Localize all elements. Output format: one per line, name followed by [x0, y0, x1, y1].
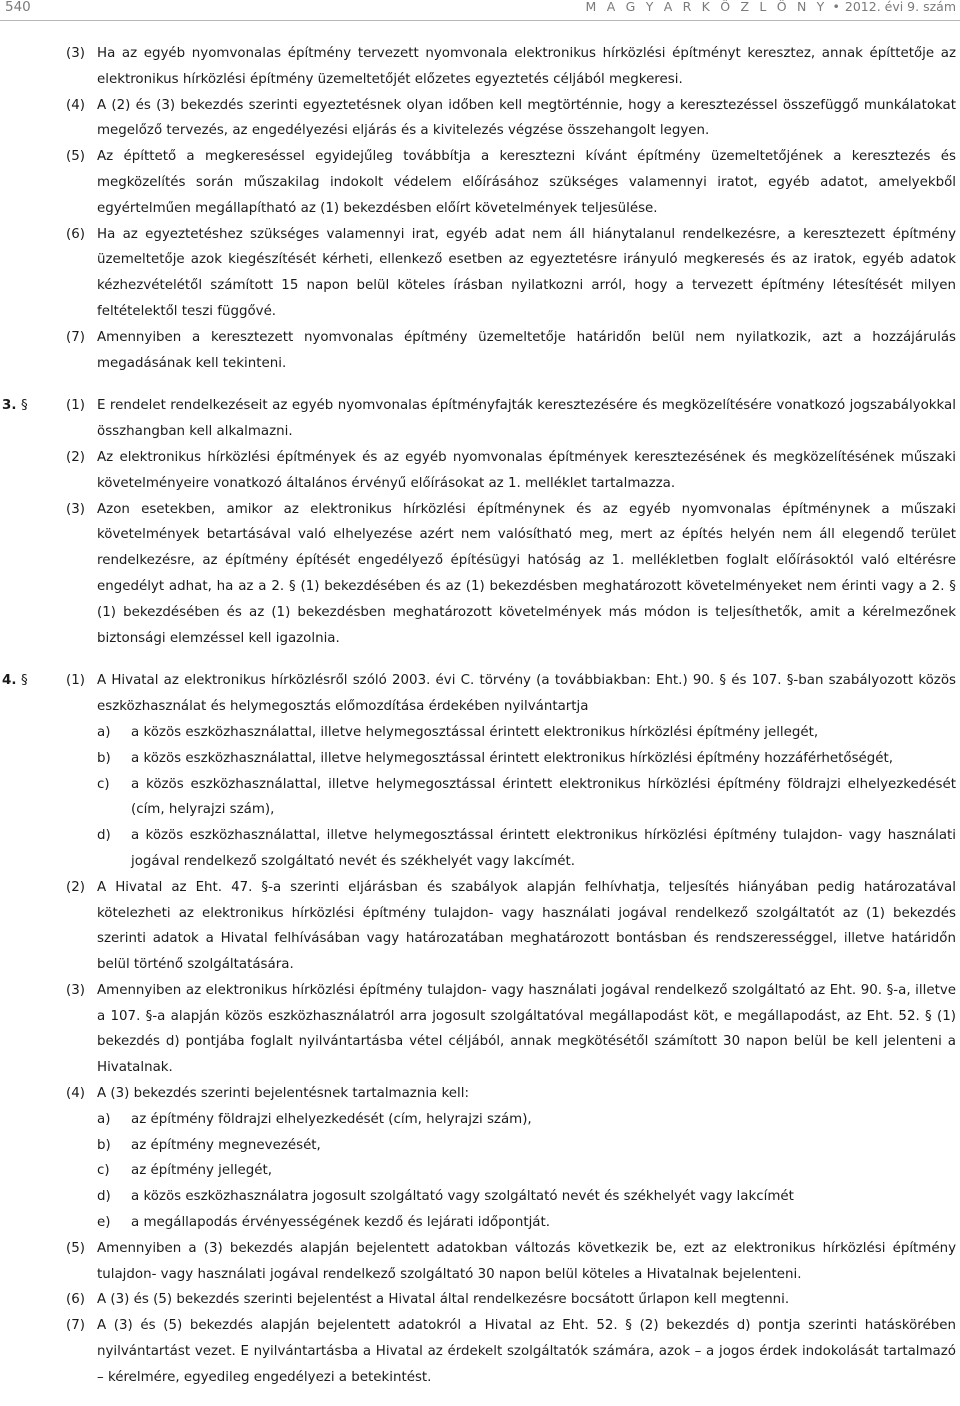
item-letter: b): [97, 1137, 111, 1153]
paragraph: [0, 222, 960, 325]
paragraph: [0, 93, 960, 145]
paragraph-text: Azon esetekben, amikor az elektronikus hírközlési építménynek és az egyéb nyomvonalas építménynek a műszaki követelmények betartásával való elhelyezése azért nem valósítható meg, mert az építés helyén nem áll elegendő terület rendelkezésre, az építmény építését engedélyező építésügyi hatóság az 1. mellékletben foglalt előírásoktól való eltérésre engedélyt adhat, ha az a 2. § (1) bekezdésében és az (1) bekezdésben meghatározott követelményeket nem érinti vagy a 2. § (1) bekezdésében és az (1) bekezdésben meghatározott követelmények más módon is teljesíthetők, amit a kérelmezőnek biztonsági elemzéssel kell igazolnia.: [97, 501, 956, 646]
item-letter: b): [97, 750, 111, 766]
paragraph-number: (7): [66, 329, 85, 345]
paragraph-text: A Hivatal az Eht. 47. §-a szerinti eljárásban és szabályok alapján felhívhatja, teljesítés hiányában pedig határozatával kötelezheti az elektronikus hírközlési építmény tulajdon- vagy használati jogával rendelkező szolgáltatót az (1) bekezdés szerinti adatok a Hivatal felhívásában vagy határozatában meghatározott bontásban és rendszerességgel, illetve határidőn belül történő szolgáltatására.: [97, 879, 956, 973]
paragraph-text: Amennyiben az elektronikus hírközlési építmény tulajdon- vagy használati jogával rendelkező szolgáltató az Eht. 90. §-a, illetve a 107. §-a alapján közös eszközhasználatról arra jogosult szolgáltatóval megállapodást köt, e megállapodást, az Eht. 52. § (1) bekezdés d) pontjába foglalt nyilvántartásba vétel céljából, annak megkötésétől számított 30 napon belül be kell jelenteni a Hivatalnak.: [97, 982, 956, 1076]
bullet-separator: •: [832, 0, 840, 14]
paragraph: [0, 144, 960, 221]
paragraph-number: (1): [66, 673, 85, 689]
journal-title: M A G Y A R K Ö Z L Ö N Y: [585, 0, 828, 14]
paragraph-number: (6): [66, 1292, 85, 1308]
paragraph-text: A (3) és (5) bekezdés szerinti bejelentést a Hivatal által rendelkezésre bocsátott űrlapon kell megtenni.: [97, 1292, 790, 1308]
list-item: [0, 1133, 960, 1159]
paragraph: [0, 1236, 960, 1288]
item-text: az építmény jellegét,: [131, 1163, 273, 1179]
list-item: [0, 1184, 960, 1210]
paragraph-number: (3): [66, 46, 85, 61]
running-head: [586, 0, 956, 14]
paragraph-text: Az építtető a megkereséssel egyidejűleg továbbítja a keresztezni kívánt építmény üzemeltetőjének a keresztezés és megközelítés során műszakilag indokolt védelem előírásához szükséges valamennyi iratot, egyéb adatot, amelyekből egyértelműen megállapítható az (1) bekezdésben előírt követelmények teljesülése.: [97, 149, 956, 216]
item-text: az építmény megnevezését,: [131, 1137, 321, 1153]
item-text: a közös eszközhasználattal, illetve helymegosztással érintett elektronikus hírközlési építmény tulajdon- vagy használati jogával rendelkező szolgáltató nevét és székhelyét vagy lakcímét.: [131, 828, 956, 869]
page-header: [0, 0, 960, 21]
paragraph: [0, 1313, 960, 1390]
paragraph: [0, 668, 960, 720]
section-3: [0, 393, 960, 651]
paragraph-text: A (3) és (5) bekezdés alapján bejelentett adatokról a Hivatal az Eht. 52. § (2) bekezdés d) pontja szerinti hatáskörében nyilvántartást vezet. E nyilvántartásba a Hivatal az érdekelt szolgáltatók számára, azok – a jogos érdek indokolását tartalmazó – kérelmére, egyedileg engedélyezi a betekintést.: [97, 1318, 956, 1385]
paragraph-number: (5): [66, 1240, 85, 1256]
item-letter: d): [97, 828, 111, 844]
paragraph-number: (2): [66, 879, 85, 895]
section-sign: §: [21, 673, 28, 689]
paragraph-text: A Hivatal az elektronikus hírközlésről szóló 2003. évi C. törvény (a továbbiakban: Eht.) 90. § és 107. §-ban szabályozott közös eszközhasználat és helymegosztás előmozdítása érdekében nyilvántartja: [97, 673, 956, 715]
paragraph-number: (4): [66, 97, 85, 113]
paragraph: [0, 875, 960, 978]
list-item: [0, 1210, 960, 1236]
paragraph: [0, 978, 960, 1081]
paragraph-text: Az elektronikus hírközlési építmények és az egyéb nyomvonalas építmények keresztezésének és megközelítésének műszaki követelményeire vonatkozó általános érvényű előírásokat az 1. melléklet tartalmazza.: [97, 449, 956, 491]
paragraph-number: (1): [66, 398, 85, 414]
paragraph: [0, 1287, 960, 1313]
paragraph-number: (3): [66, 982, 85, 998]
list-item: [0, 1107, 960, 1133]
paragraph-number: (7): [66, 1318, 85, 1334]
item-letter: c): [97, 1163, 110, 1179]
paragraph-number: (4): [66, 1086, 85, 1102]
page-number: 540: [5, 0, 31, 15]
list-item: [0, 823, 960, 875]
list-item: [0, 772, 960, 824]
section-number: 4.: [2, 673, 17, 689]
paragraph-number: (5): [66, 149, 85, 165]
item-letter: d): [97, 1189, 111, 1205]
list-item: [0, 1158, 960, 1184]
section-4: [0, 668, 960, 1390]
item-text: a közös eszközhasználattal, illetve helymegosztással érintett elektronikus hírközlési építmény földrajzi elhelyezkedését (cím, helyrajzi szám),: [131, 776, 956, 818]
paragraph: [0, 325, 960, 377]
list-item: [0, 720, 960, 746]
item-text: a közös eszközhasználattal, illetve helymegosztással érintett elektronikus hírközlési építmény hozzáférhetőségét,: [131, 750, 894, 766]
item-text: a megállapodás érvényességének kezdő és lejárati időpontját.: [131, 1215, 551, 1231]
paragraph-number: (6): [66, 226, 85, 242]
paragraph-text: A (3) bekezdés szerinti bejelentésnek tartalmaznia kell:: [97, 1086, 469, 1102]
item-text: a közös eszközhasználatra jogosult szolgáltató vagy szolgáltató nevét és székhelyét vagy lakcímét: [131, 1189, 794, 1205]
paragraph: [0, 1081, 960, 1107]
item-letter: a): [97, 724, 111, 740]
section-number: 3.: [2, 398, 17, 414]
item-letter: a): [97, 1111, 111, 1127]
paragraph: [0, 497, 960, 652]
paragraph-text: E rendelet rendelkezéseit az egyéb nyomvonalas építményfajták keresztezésére és megközelítésére vonatkozó jogszabályokkal összhangban kell alkalmazni.: [97, 398, 956, 440]
paragraph: [0, 445, 960, 497]
paragraph-text: Ha az egyeztetéshez szükséges valamennyi irat, egyéb adat nem áll hiánytalanul rendelkezésre, a keresztezett építmény üzemeltetője azok kiegészítését kérheti, ellenkező esetben az egyeztetésre irányuló megkeresés és az iratok, egyéb adatok kézhezvételétől számított 15 napon belül köteles írásban nyilatkozni arról, hogy a tervezett építmény létesítését milyen feltételektől teszi függővé.: [97, 226, 956, 319]
issue-label: 2012. évi 9. szám: [844, 0, 956, 14]
list-item: [0, 746, 960, 772]
paragraph-number: (2): [66, 449, 85, 465]
item-text: a közös eszközhasználattal, illetve helymegosztással érintett elektronikus hírközlési építmény jellegét,: [131, 724, 819, 740]
paragraph-number: (3): [66, 501, 85, 517]
paragraph-text: A (2) és (3) bekezdés szerinti egyeztetésnek olyan időben kell megtörténnie, hogy a keresztezéssel összefüggő munkálatokat megelőző tervezés, az engedélyezési eljárás és a kivitelezés végzése összehangolt legyen.: [97, 97, 956, 139]
paragraph-text: Amennyiben a keresztezett nyomvonalas építmény üzemeltetője határidőn belül nem nyilatkozik, azt a hozzájárulás megadásának kell tekinteni.: [97, 329, 956, 371]
paragraph: [0, 393, 960, 445]
item-letter: c): [97, 776, 110, 792]
paragraph-text: Amennyiben a (3) bekezdés alapján bejelentett adatokban változás következik be, ezt az elektronikus hírközlési építmény tulajdon- vagy használati jogával rendelkező szolgáltató 30 napon belül köteles a Hivatalnak bejelenteni.: [97, 1240, 956, 1282]
document-body: [0, 41, 960, 1391]
item-text: az építmény földrajzi elhelyezkedését (cím, helyrajzi szám),: [131, 1111, 532, 1127]
item-letter: e): [97, 1215, 111, 1231]
paragraph-text: Ha az egyéb nyomvonalas építmény tervezett nyomvonala elektronikus hírközlési építményt keresztez, annak építtetője az elektronikus hírközlési építmény üzemeltetőjét előzetes egyeztetés céljából megkeresi.: [97, 46, 956, 87]
paragraph: [0, 41, 960, 93]
section-sign: §: [21, 398, 28, 414]
